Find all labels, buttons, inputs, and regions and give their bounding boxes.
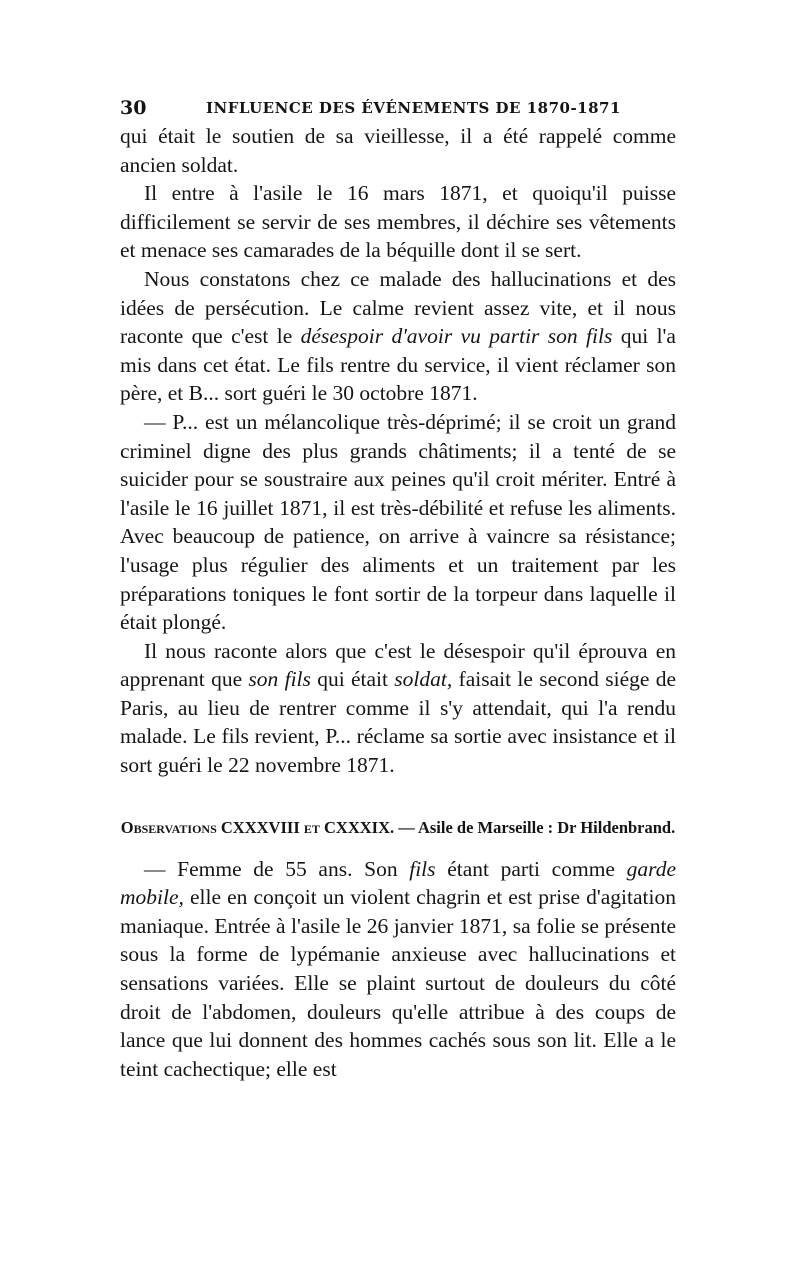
text-run: qui était [310, 667, 395, 692]
running-title: INFLUENCE DES ÉVÉNEMENTS DE 1870-1871 [206, 99, 621, 117]
observation-heading [120, 814, 676, 841]
text-run: elle en conçoit un violent chagrin et est prise d'agitation maniaque. Entrée à l'asile le 26 janvier 1871, sa folie se présente sous la forme de lypémanie anxieuse avec hallucinations et sensations variées. Elle se plaint surtout de douleurs du côté droit de l'abdomen, douleurs qu'elle attribue à des coups de lance que lui donnent des hommes cachés sous son lit. Elle a le teint cachectique; elle est [120, 885, 676, 1081]
paragraph [120, 855, 676, 1084]
text-run: Nous constatons chez ce malade des hallucinations et des idées de persécution. Le calme revient assez vite, et il nous raconte que c'est le [120, 266, 676, 349]
running-head [120, 94, 676, 122]
text-run: Il entre à l'asile le 16 mars 1871, et quoiqu'il puisse difficilement se servir de ses membres, il déchire ses vêtements et menace ses camarades de la béquille dont il se sert. [120, 181, 676, 263]
paragraph [120, 122, 676, 179]
italic-text: garde mobile, [120, 856, 677, 910]
italic-text: fils [409, 856, 436, 881]
body-text-after [120, 855, 676, 1084]
text-run: faisait le second siége de Paris, au lieu de rentrer comme il s'y attendait, qui l'a rendu malade. Le fils revient, P... réclame sa sortie avec insistance et il sort guéri le 22 novembre 1871. [120, 667, 676, 778]
paragraph [120, 408, 676, 637]
body-text [120, 122, 676, 780]
paragraph [120, 265, 676, 408]
italic-text: soldat, [394, 667, 453, 692]
paragraph [120, 637, 676, 780]
italic-text: désespoir d'avoir vu partir son fils [300, 324, 613, 349]
book-page [120, 94, 676, 1083]
paragraph [120, 179, 676, 265]
text-run: — P... est un mélancolique très-déprimé; il se croit un grand criminel digne des plus grands châtiments; il a tenté de se suicider pour se soustraire aux peines qu'il croit mériter. Entré à l'asile le 16 juillet 1871, il est très-débilité et refuse les aliments. Avec beaucoup de patience, on arrive à vaincre sa résistance; l'usage plus régulier des aliments et un traitement par les préparations toniques le font sortir de la torpeur dans laquelle il était plongé. [120, 409, 676, 635]
page-number: 30 [120, 97, 147, 119]
text-run: étant parti comme [435, 856, 627, 881]
text-run: qui l'a mis dans cet état. Le fils rentre du service, il vient réclamer son père, et B... sort guéri le 30 octobre 1871. [120, 324, 676, 406]
observation-location: — Asile de Marseille : Dr Hildenbrand. [394, 817, 676, 837]
text-run: — Femme de 55 ans. Son [144, 856, 410, 881]
observation-label: Observations CXXXVIII et CXXXIX. [120, 817, 395, 837]
text-run: qui était le soutien de sa vieillesse, il a été rappelé comme ancien soldat. [120, 124, 676, 177]
italic-text: son fils [248, 667, 311, 692]
text-run: Il nous raconte alors que c'est le désespoir qu'il éprouva en apprenant que [120, 638, 676, 692]
